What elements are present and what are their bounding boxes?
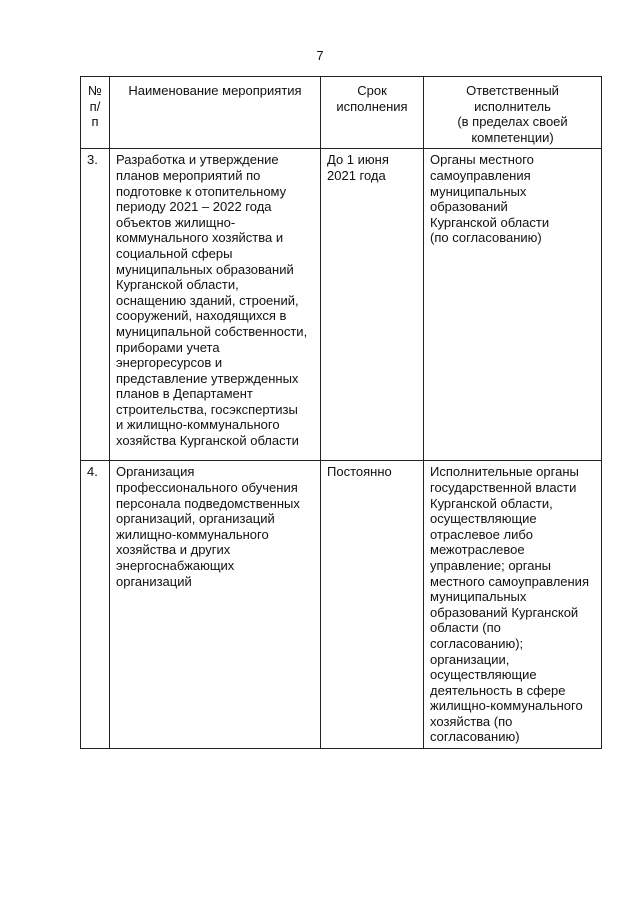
table-header-row [81, 77, 602, 149]
row-number: 4. [81, 461, 110, 749]
measures-table [80, 76, 602, 749]
row-number: 3. [81, 149, 110, 461]
row-responsible: Исполнительные органы государственной власти Курганской области, осуществляющие отраслевое либо межотраслевое управление; органы местного самоуправления муниципальных образований Курганской области (по согласованию); организации, осуществляющие деятельность в сфере жилищно-коммунального хозяйства (по согласованию) [424, 461, 602, 749]
header-number: № п/п [81, 77, 110, 149]
header-measure-name: Наименование мероприятия [110, 77, 321, 149]
row-measure-name: Разработка и утверждение планов мероприятий по подготовке к отопительному периоду 2021 – 2022 года объектов жилищно- коммунального хозяйства и социальной сферы муниципальных образований Курганской области, оснащению зданий, строений, сооружений, находящихся в муниципальной собственности, приборами учета энергоресурсов и представление утвержденных планов в Департамент строительства, госэкспертизы и жилищно-коммунального хозяйства Курганской области [110, 149, 321, 461]
table-row [81, 461, 602, 749]
table-row [81, 149, 602, 461]
header-responsible: Ответственный исполнитель (в пределах своей компетенции) [424, 77, 602, 149]
row-responsible: Органы местного самоуправления муниципальных образований Курганской области (по согласованию) [424, 149, 602, 461]
page-number: 7 [316, 48, 324, 63]
header-deadline: Срок исполнения [321, 77, 424, 149]
row-deadline: До 1 июня 2021 года [321, 149, 424, 461]
row-measure-name: Организация профессионального обучения персонала подведомственных организаций, организаций жилищно-коммунального хозяйства и других энергоснабжающих организаций [110, 461, 321, 749]
row-deadline: Постоянно [321, 461, 424, 749]
